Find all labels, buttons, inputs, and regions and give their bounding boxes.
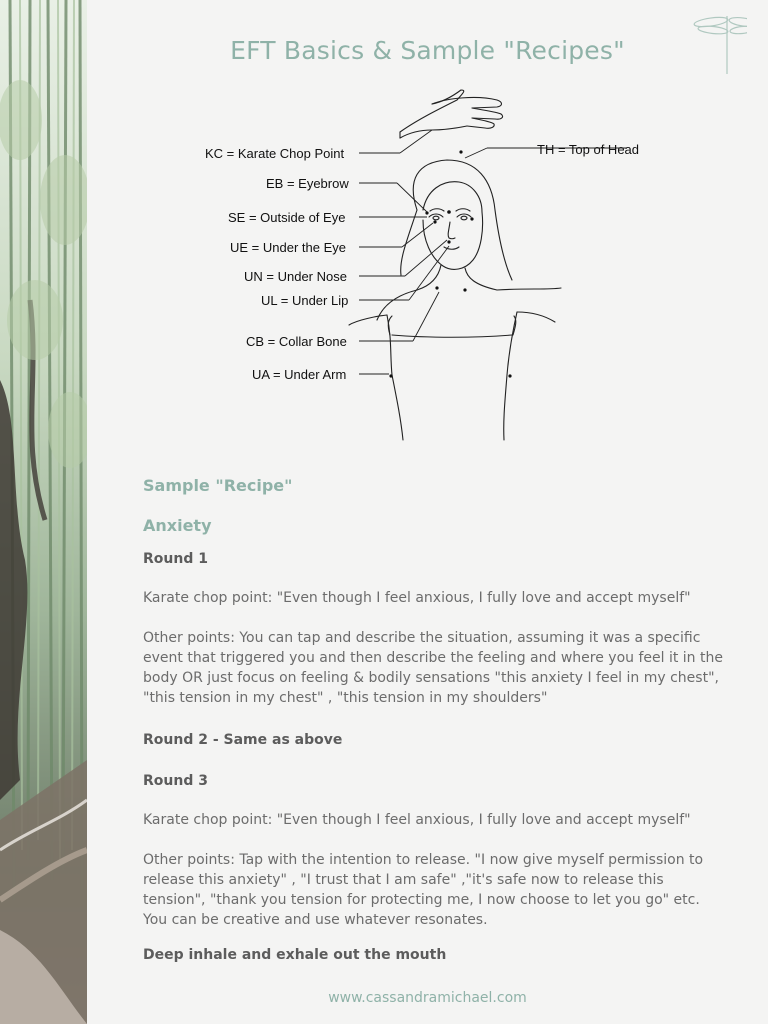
page-title: EFT Basics & Sample "Recipes" bbox=[230, 36, 625, 65]
round-3-heading: Round 3 bbox=[143, 773, 208, 789]
page bbox=[87, 0, 768, 1024]
label-eyebrow: EB = Eyebrow bbox=[266, 176, 349, 191]
dragonfly-icon bbox=[687, 8, 747, 78]
label-top-of-head: TH = Top of Head bbox=[537, 142, 640, 157]
round-1-karate-text: Karate chop point: "Even though I feel anxious, I fully love and accept myself" bbox=[143, 590, 691, 606]
round-1-other-text: Other points: You can tap and describe the situation, assuming it was a specific event that triggered you and then describe the feeling and where you feel it in the body OR just focus on feeling & bodily sensations "this anxiety I feel in my chest", "this tension in my chest" , "this tension in my shoulders" bbox=[143, 630, 723, 706]
label-under-nose: UN = Under Nose bbox=[244, 269, 347, 284]
closing-instruction: Deep inhale and exhale out the mouth bbox=[143, 947, 447, 963]
label-collar-bone: CB = Collar Bone bbox=[246, 334, 347, 349]
anxiety-heading: Anxiety bbox=[143, 516, 212, 535]
sample-recipe-heading: Sample "Recipe" bbox=[143, 476, 293, 495]
label-under-arm: UA = Under Arm bbox=[252, 367, 347, 382]
label-under-lip: UL = Under Lip bbox=[261, 293, 349, 308]
website-link[interactable]: www.cassandramichael.com bbox=[328, 990, 527, 1006]
bamboo-forest-photo bbox=[0, 0, 87, 1024]
eft-points-diagram bbox=[87, 80, 768, 450]
round-1-heading: Round 1 bbox=[143, 551, 208, 567]
round-2-heading: Round 2 - Same as above bbox=[143, 732, 343, 748]
round-3-other-text: Other points: Tap with the intention to release. "I now give myself permission to release this anxiety" , "I trust that I am safe" ,"it's safe now to release this tension", "thank you tension for protecting me, I now choose to let you go" etc. You can be creative and use whatever resonates. bbox=[143, 852, 704, 928]
woman-figure-illustration bbox=[87, 80, 768, 450]
label-karate-chop: KC = Karate Chop Point bbox=[205, 146, 345, 161]
label-under-eye: UE = Under the Eye bbox=[230, 240, 346, 255]
label-outside-eye: SE = Outside of Eye bbox=[228, 210, 346, 225]
round-3-karate-text: Karate chop point: "Even though I feel anxious, I fully love and accept myself" bbox=[143, 812, 691, 828]
